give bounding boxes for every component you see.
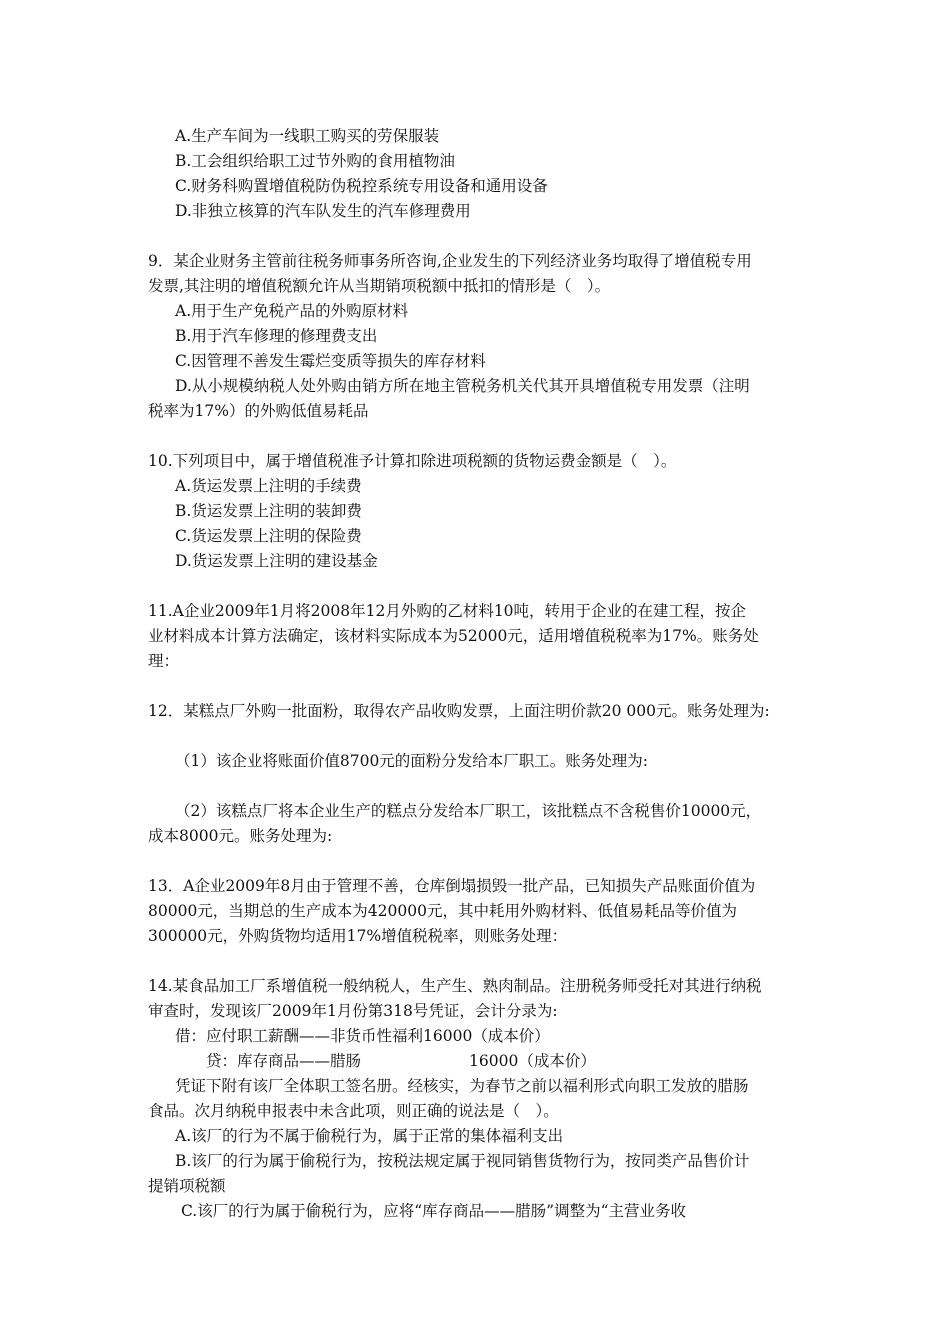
q14-debit-entry: 借：应付职工薪酬——非货币性福利16000（成本价） — [175, 1027, 550, 1045]
q9-stem-line1: 9．某企业财务主管前往税务师事务所咨询,企业发生的下列经济业务均取得了增值税专用 — [148, 252, 752, 270]
q10-option-a: A.货运发票上注明的手续费 — [175, 477, 362, 495]
q11-line1: 11.A企业2009年1月将2008年12月外购的乙材料10吨，转用于企业的在建工程，按企 — [148, 602, 747, 620]
q8-option-a: A.生产车间为一线职工购买的劳保服装 — [175, 127, 440, 145]
q9-option-d-continued: 税率为17%）的外购低值易耗品 — [148, 402, 369, 420]
q8-option-c: C.财务科购置增值税防伪税控系统专用设备和通用设备 — [175, 177, 548, 195]
q14-option-c-line1: C.该厂的行为属于偷税行为，应将“库存商品——腊肠”调整为“主营业务收 — [181, 1202, 687, 1220]
q12-stem: 12．某糕点厂外购一批面粉，取得农产品收购发票，上面注明价款20 000元。账务处理为: — [148, 702, 770, 720]
q11-line2: 业材料成本计算方法确定，该材料实际成本为52000元，适用增值税税率为17%。账务处 — [148, 627, 759, 645]
q8-option-d: D.非独立核算的汽车队发生的汽车修理费用 — [175, 202, 471, 220]
q11-line3: 理： — [148, 652, 180, 670]
q9-option-a: A.用于生产免税产品的外购原材料 — [175, 302, 409, 320]
q13-line3: 300000元，外购货物均适用17%增值税税率，则账务处理： — [148, 927, 568, 945]
q14-option-b-line1: B.该厂的行为属于偷税行为，按税法规定属于视同销售货物行为，按同类产品售价计 — [175, 1152, 750, 1170]
q10-option-c: C.货运发票上注明的保险费 — [175, 527, 362, 545]
q9-option-b: B.用于汽车修理的修理费支出 — [175, 327, 378, 345]
q10-option-d: D.货运发票上注明的建设基金 — [175, 552, 378, 570]
q9-option-c: C.因管理不善发生霉烂变质等损失的库存材料 — [175, 352, 486, 370]
q14-line2: 审查时，发现该厂2009年1月份第318号凭证，会计分录为: — [148, 1002, 558, 1020]
q8-option-b: B.工会组织给职工过节外购的食用植物油 — [175, 152, 455, 170]
q13-line1: 13．A企业2009年8月由于管理不善，仓库倒塌损毁一批产品，已知损失产品账面价值为 — [148, 877, 756, 895]
q14-line1: 14.某食品加工厂系增值税一般纳税人，生产生、熟肉制品。注册税务师受托对其进行纳税 — [148, 977, 762, 995]
q12-sub1: （1）该企业将账面价值8700元的面粉分发给本厂职工。账务处理为: — [175, 752, 649, 770]
q12-sub2-line1: （2）该糕点厂将本企业生产的糕点分发给本厂职工，该批糕点不含税售价10000元， — [175, 802, 762, 820]
q14-credit-entry — [148, 1049, 808, 1074]
q14-credit-amount: 16000（成本价） — [469, 1052, 596, 1070]
document-content — [148, 124, 808, 1224]
q14-credit-account: 贷：库存商品——腊肠 — [206, 1052, 362, 1070]
q13-line2: 80000元，当期总的生产成本为420000元，其中耗用外购材料、低值易耗品等价值为 — [148, 902, 737, 920]
q9-option-d: D.从小规模纳税人处外购由销方所在地主管税务机关代其开具增值税专用发票（注明 — [175, 377, 750, 395]
q10-option-b: B.货运发票上注明的装卸费 — [175, 502, 362, 520]
q12-sub2-line2: 成本8000元。账务处理为: — [148, 827, 333, 845]
q14-option-a: A.该厂的行为不属于偷税行为，属于正常的集体福利支出 — [175, 1127, 564, 1145]
q14-note-line2: 食品。次月纳税申报表中未含此项，则正确的说法是（ ）。 — [148, 1102, 559, 1120]
q9-stem-line2: 发票,其注明的增值税额允许从当期销项税额中抵扣的情形是（ ）。 — [148, 277, 611, 295]
q14-option-b-line2: 提销项税额 — [148, 1177, 226, 1195]
q14-note-line1: 凭证下附有该厂全体职工签名册。经核实，为春节之前以福利形式向职工发放的腊肠 — [175, 1077, 749, 1095]
q10-stem: 10.下列项目中，属于增值税准予计算扣除进项税额的货物运费金额是（ ）。 — [148, 452, 677, 470]
